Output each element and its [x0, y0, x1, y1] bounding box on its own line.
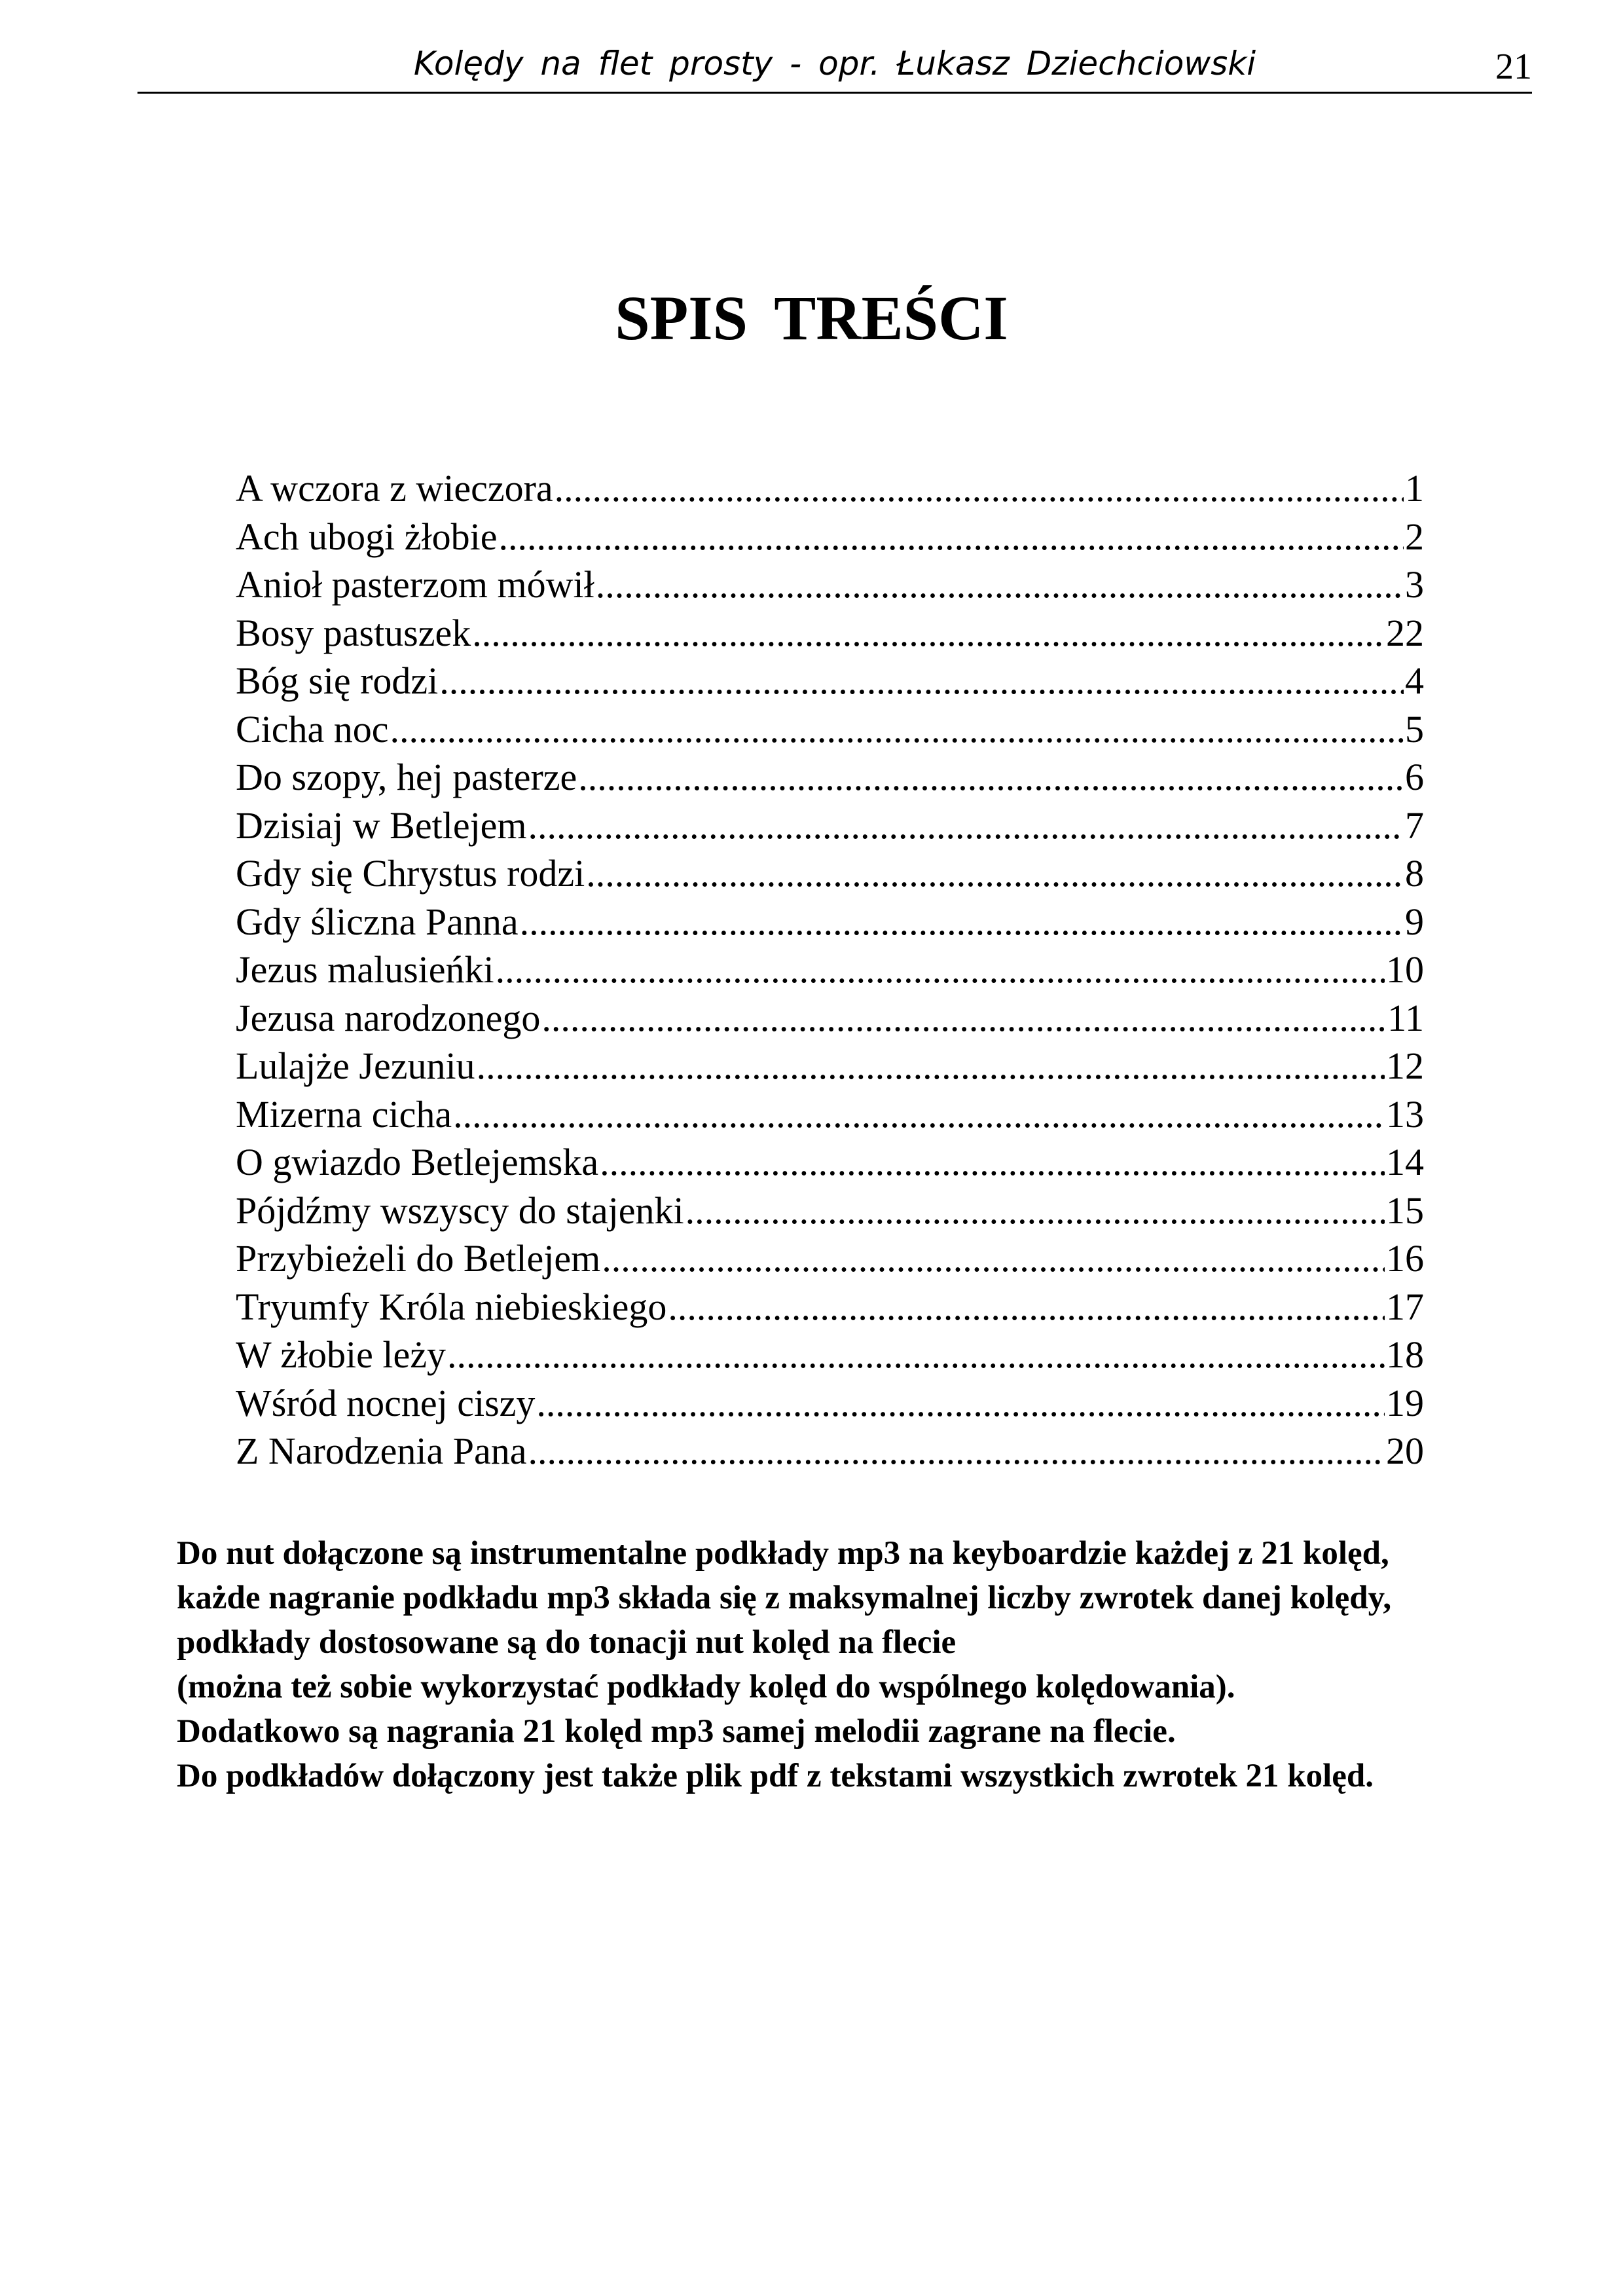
toc-entry[interactable] — [236, 804, 1424, 852]
toc-entry[interactable] — [236, 755, 1424, 804]
toc-dot-leader — [586, 851, 1404, 895]
page-header — [137, 39, 1532, 94]
toc-entry-page: 6 — [1405, 756, 1424, 798]
toc-dot-leader — [520, 900, 1404, 944]
toc-entry-page: 9 — [1405, 900, 1424, 943]
toc-dot-leader — [578, 755, 1404, 799]
toc-entry[interactable] — [236, 707, 1424, 756]
toc-dot-leader — [439, 659, 1404, 703]
toc-entry[interactable] — [236, 1092, 1424, 1141]
toc-entry-page: 14 — [1386, 1141, 1424, 1183]
toc-entry-page: 5 — [1405, 707, 1424, 750]
toc-entry-name: Wśród nocnej ciszy — [236, 1381, 536, 1424]
page-number: 21 — [1495, 46, 1532, 87]
toc-entry[interactable] — [236, 1189, 1424, 1237]
toc-entry-page: 15 — [1386, 1189, 1424, 1232]
toc-entry-name: Dzisiaj w Betlejem — [236, 804, 527, 847]
toc-entry-page: 8 — [1405, 852, 1424, 895]
toc-entry[interactable] — [236, 1236, 1424, 1285]
toc-entry-name: Anioł pasterzom mówił — [236, 563, 594, 606]
toc-entry[interactable] — [236, 563, 1424, 611]
toc-entry-name: Cicha noc — [236, 707, 389, 750]
toc-entry-page: 18 — [1386, 1333, 1424, 1376]
toc-entry-name: Ach ubogi żłobie — [236, 515, 498, 558]
toc-entry-page: 16 — [1386, 1237, 1424, 1280]
toc-dot-leader — [668, 1285, 1385, 1329]
toc-entry[interactable] — [236, 1381, 1424, 1430]
toc-dot-leader — [685, 1189, 1385, 1232]
toc-title: SPIS TREŚCI — [615, 283, 1008, 353]
toc-entry-name: Gdy śliczna Panna — [236, 900, 519, 943]
toc-entry-name: W żłobie leży — [236, 1333, 447, 1376]
toc-entry-page: 3 — [1405, 563, 1424, 606]
toc-entry-name: Gdy się Chrystus rodzi — [236, 852, 585, 895]
note-line: Do podkładów dołączony jest także plik pdf z tekstami wszystkich zwrotek 21 kolęd. — [177, 1758, 1374, 1794]
toc-entry[interactable] — [236, 659, 1424, 707]
toc-entry[interactable] — [236, 1044, 1424, 1092]
toc-entry-name: Jezusa narodzonego — [236, 996, 541, 1039]
toc-entry-page: 2 — [1405, 515, 1424, 558]
toc-entry-page: 17 — [1386, 1285, 1424, 1328]
toc-entry-name: Lulajże Jezuniu — [236, 1045, 475, 1087]
toc-entry-name: Przybieżeli do Betlejem — [236, 1237, 601, 1280]
toc-entry-name: Z Narodzenia Pana — [236, 1430, 527, 1472]
toc-dot-leader — [602, 1236, 1385, 1280]
toc-dot-leader — [453, 1092, 1385, 1136]
toc-entry[interactable] — [236, 948, 1424, 996]
notes-paragraph — [177, 1531, 1545, 1798]
toc-dot-leader — [472, 611, 1385, 655]
toc-dot-leader — [541, 996, 1386, 1040]
toc-entry-name: Do szopy, hej pasterze — [236, 756, 577, 798]
toc-entry[interactable] — [236, 1429, 1424, 1477]
toc-entry-page: 10 — [1386, 948, 1424, 991]
header-title: Kolędy na flet prosty - opr. Łukasz Dziechciowski — [413, 45, 1256, 83]
toc-dot-leader — [536, 1381, 1385, 1425]
toc-dot-leader — [496, 948, 1385, 991]
toc-entry-page: 20 — [1386, 1430, 1424, 1472]
toc-entry[interactable] — [236, 1285, 1424, 1333]
toc-entry-page: 19 — [1386, 1381, 1424, 1424]
toc-dot-leader — [528, 1429, 1385, 1473]
toc-entry-page: 7 — [1405, 804, 1424, 847]
note-line: Do nut dołączone są instrumentalne podkłady mp3 na keyboardzie każdej z 21 kolęd, — [177, 1535, 1389, 1572]
toc-dot-leader — [447, 1333, 1385, 1377]
toc-entry-page: 13 — [1386, 1092, 1424, 1136]
toc-entry[interactable] — [236, 466, 1424, 515]
toc-dot-leader — [596, 563, 1404, 606]
toc-dot-leader — [498, 515, 1404, 559]
note-line: podkłady dostosowane są do tonacji nut kolęd na flecie — [177, 1624, 957, 1661]
toc-dot-leader — [528, 804, 1404, 847]
table-of-contents — [236, 466, 1424, 1477]
toc-dot-leader — [477, 1044, 1385, 1088]
toc-entry[interactable] — [236, 1140, 1424, 1189]
toc-dot-leader — [555, 466, 1404, 510]
toc-entry-page: 11 — [1387, 996, 1424, 1039]
toc-entry-name: Mizerna cicha — [236, 1092, 452, 1136]
note-line: każde nagranie podkładu mp3 składa się z maksymalnej liczby zwrotek danej kolędy, — [177, 1580, 1392, 1616]
toc-entry-name: Pójdźmy wszyscy do stajenki — [236, 1189, 684, 1232]
toc-entry[interactable] — [236, 1333, 1424, 1381]
toc-dot-leader — [390, 707, 1404, 751]
toc-entry-page: 4 — [1405, 659, 1424, 702]
note-line: Dodatkowo są nagrania 21 kolęd mp3 samej melodii zagrane na flecie. — [177, 1713, 1176, 1750]
toc-entry-page: 1 — [1405, 467, 1424, 509]
toc-dot-leader — [600, 1140, 1385, 1184]
toc-entry-name: Tryumfy Króla niebieskiego — [236, 1285, 667, 1328]
toc-entry[interactable] — [236, 611, 1424, 659]
toc-entry-name: Bosy pastuszek — [236, 611, 471, 654]
toc-entry-name: Bóg się rodzi — [236, 659, 439, 702]
toc-entry-name: O gwiazdo Betlejemska — [236, 1141, 599, 1183]
toc-entry[interactable] — [236, 900, 1424, 948]
note-line: (można też sobie wykorzystać podkłady kolęd do wspólnego kolędowania). — [177, 1669, 1235, 1705]
toc-entry-name: A wczora z wieczora — [236, 467, 553, 509]
toc-entry[interactable] — [236, 515, 1424, 563]
toc-entry[interactable] — [236, 851, 1424, 900]
toc-entry-page: 12 — [1386, 1045, 1424, 1087]
toc-entry-name: Jezus malusieńki — [236, 948, 494, 991]
toc-entry-page: 22 — [1386, 611, 1424, 654]
toc-entry[interactable] — [236, 996, 1424, 1045]
